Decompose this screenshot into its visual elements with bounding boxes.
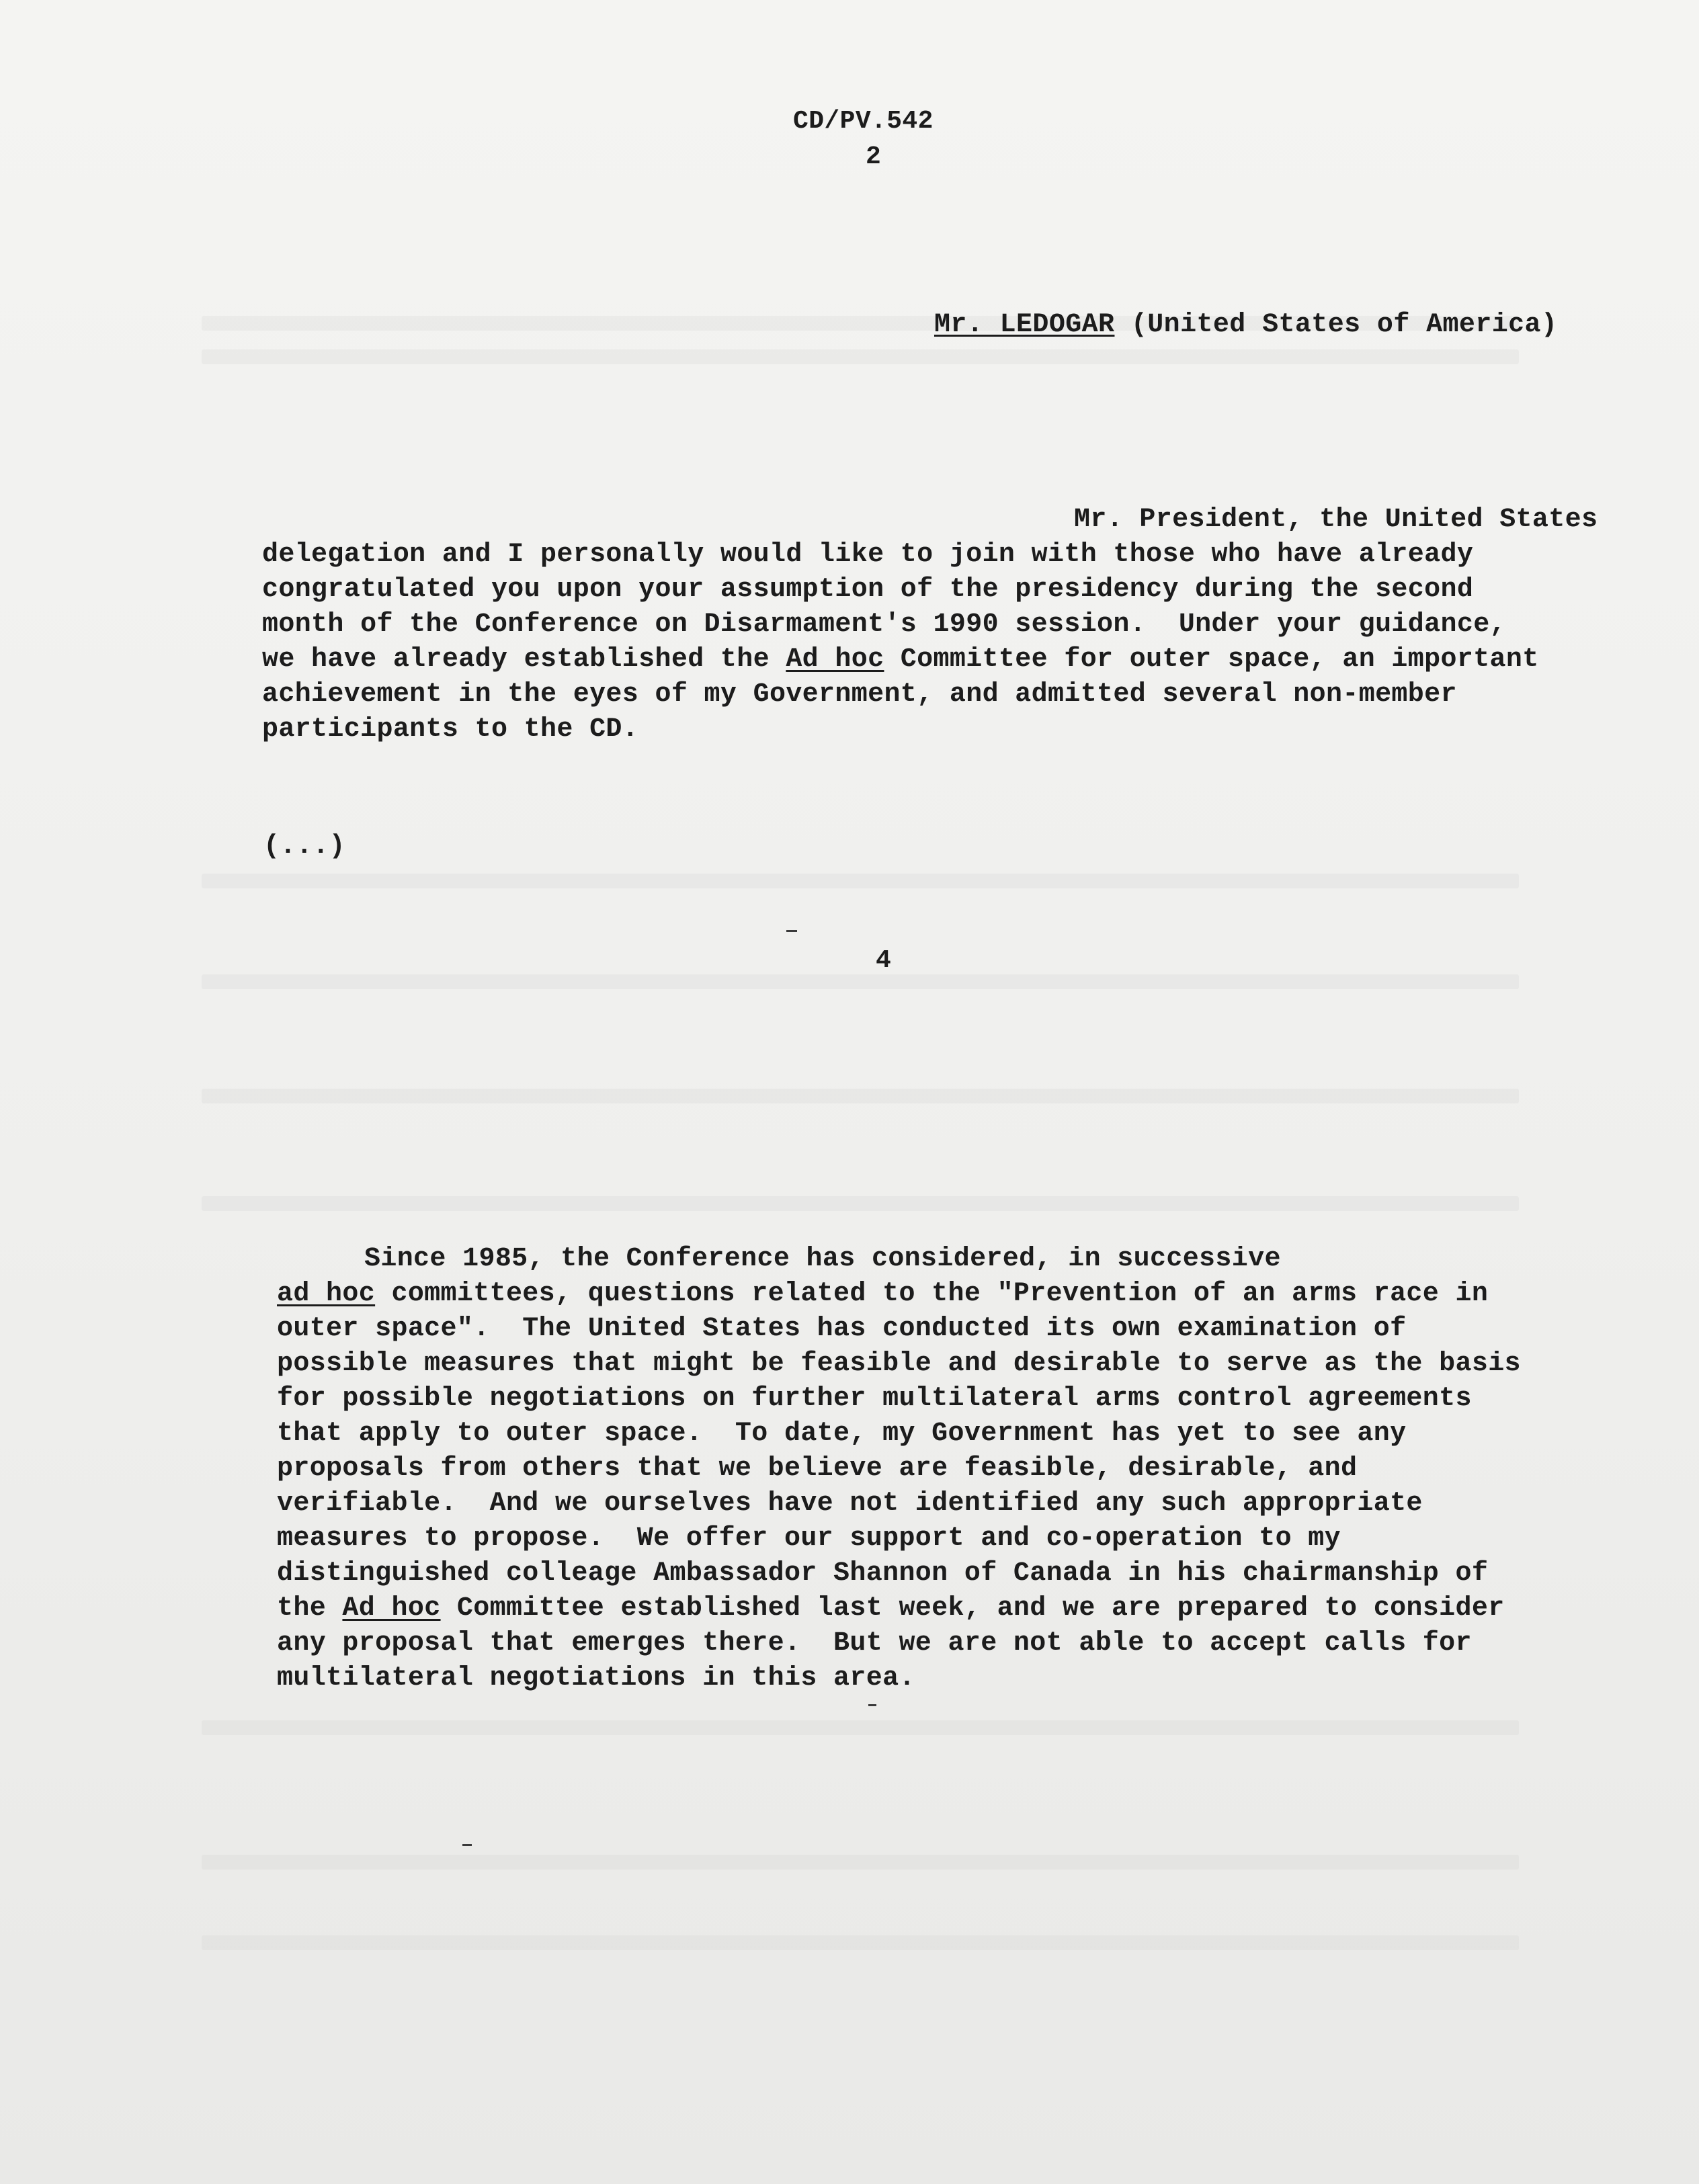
stray-mark xyxy=(462,1844,472,1846)
speaker-name: Mr. LEDOGAR xyxy=(934,310,1115,340)
omission-ellipsis: (...) xyxy=(263,831,346,862)
text-line: proposals from others that we believe are feasible, desirable, and xyxy=(277,1454,1358,1484)
ad-hoc-term: Ad hoc xyxy=(342,1593,441,1624)
text-line: distinguished colleage Ambassador Shannon of Canada in his chairmanship of xyxy=(277,1558,1489,1589)
text-line: verifiable. And we ourselves have not identified any such appropriate xyxy=(277,1488,1423,1519)
text-line: Mr. President, the United States xyxy=(1074,505,1598,535)
text-line: achievement in the eyes of my Government, and admitted several non-member xyxy=(262,679,1457,710)
text-line xyxy=(277,1277,1488,1312)
show-through-decoration xyxy=(202,874,1519,888)
text-segment: Committee for outer space, an important xyxy=(884,644,1539,675)
text-segment: committees, questions related to the "Prevention of an arms race in xyxy=(375,1279,1489,1309)
text-line xyxy=(277,1591,1505,1626)
speaker-country: (United States of America) xyxy=(1130,310,1558,340)
text-line: delegation and I personally would like to join with those who have already xyxy=(262,540,1474,570)
show-through-decoration xyxy=(202,1855,1519,1870)
text-segment: the xyxy=(277,1593,343,1624)
text-line xyxy=(262,642,1539,677)
text-line: month of the Conference on Disarmament's 1990 session. Under your guidance, xyxy=(262,610,1506,640)
text-line: that apply to outer space. To date, my Government has yet to see any xyxy=(277,1419,1407,1449)
show-through-decoration xyxy=(202,1935,1519,1950)
text-segment: we have already established the xyxy=(262,644,786,675)
show-through-decoration xyxy=(202,974,1519,989)
dash-mark xyxy=(786,930,797,932)
show-through-decoration xyxy=(202,1720,1519,1735)
page-number: 2 xyxy=(866,142,882,171)
text-segment: Committee established last week, and we are prepared to consider xyxy=(440,1593,1505,1624)
show-through-decoration xyxy=(202,1089,1519,1103)
ad-hoc-term: Ad hoc xyxy=(786,644,884,675)
text-line: congratulated you upon your assumption of the presidency during the second xyxy=(262,575,1474,605)
text-line: any proposal that emerges there. But we are not able to accept calls for xyxy=(277,1628,1472,1658)
ad-hoc-term: ad hoc xyxy=(277,1279,376,1309)
stray-mark xyxy=(868,1704,876,1706)
text-line: multilateral negotiations in this area. xyxy=(277,1663,915,1693)
text-line: participants to the CD. xyxy=(262,714,639,745)
text-line: Since 1985, the Conference has considered, in successive xyxy=(364,1244,1281,1274)
text-line: for possible negotiations on further multilateral arms control agreements xyxy=(277,1384,1472,1414)
speaker-heading xyxy=(934,308,1557,343)
text-line: possible measures that might be feasible and desirable to serve as the basis xyxy=(277,1349,1521,1379)
section-marker: 4 xyxy=(876,946,892,975)
document-code: CD/PV.542 xyxy=(793,107,934,136)
text-line: measures to propose. We offer our support and co-operation to my xyxy=(277,1523,1341,1554)
text-line: outer space". The United States has conducted its own examination of xyxy=(277,1314,1407,1344)
show-through-decoration xyxy=(202,349,1519,364)
show-through-decoration xyxy=(202,1196,1519,1211)
